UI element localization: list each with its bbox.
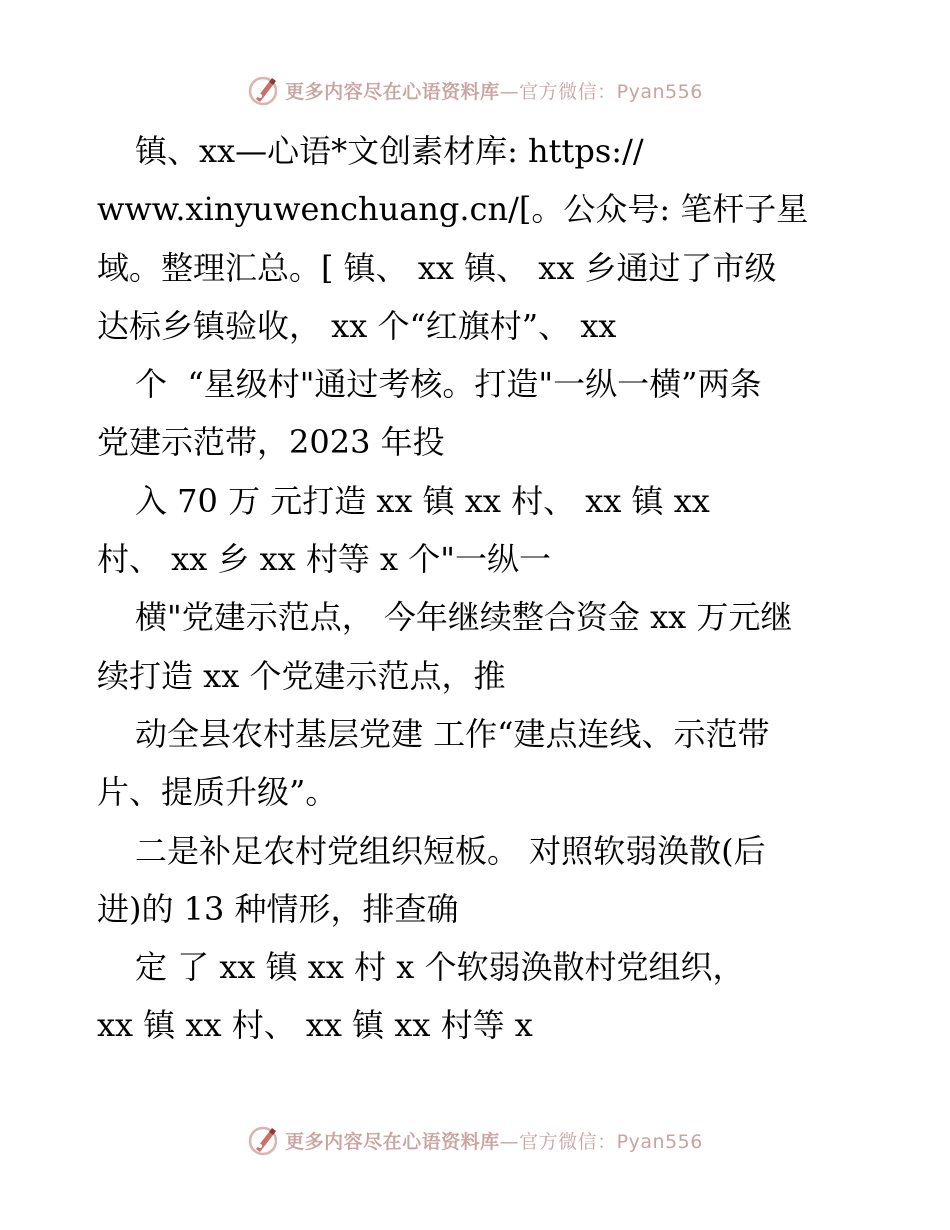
- header-watermark-banner: [0, 70, 950, 110]
- text-line: 横"党建示范点， 今年继续整合资金 xx 万元继: [135, 598, 793, 637]
- text-line: 二是补足农村党组织短板。 对照软弱涣散(后: [135, 831, 766, 870]
- text-line: 个 “星级村"通过考核。打造"一纵一横”两条: [135, 365, 762, 404]
- text-line: 定 了 xx 镇 xx 村 x 个软弱涣散村党组织，: [135, 948, 745, 987]
- text-line: 动全县农村基层党建 工作“建点连线、示范带: [135, 714, 770, 753]
- text-line: 党建示范带，2023 年投: [97, 423, 445, 462]
- text-line: 镇、xx—心语*文创素材库: https://: [135, 132, 644, 170]
- banner-title: 更多内容尽在心语资料库: [285, 80, 500, 103]
- text-line: www.xinyuwenchuang.cn/[。公众号: 笔杆子星: [97, 190, 809, 229]
- banner-separator: —: [499, 80, 520, 103]
- text-line: 村、 xx 乡 xx 村等 x 个"一纵一: [97, 540, 551, 579]
- text-line: 进)的 13 种情形，排查确: [97, 889, 459, 928]
- banner-wechat: 官方微信：Pyan556: [519, 1130, 703, 1153]
- banner-title: 更多内容尽在心语资料库: [285, 1130, 500, 1153]
- banner-separator: —: [499, 1130, 520, 1153]
- text-line: xx 镇 xx 村、 xx 镇 xx 村等 x: [97, 1006, 533, 1045]
- text-line: 域。整理汇总。[ 镇、 xx 镇、 xx 乡通过了市级: [97, 248, 777, 287]
- text-line: 入 70 万 元打造 xx 镇 xx 村、 xx 镇 xx: [135, 481, 710, 520]
- text-line: 续打造 xx 个党建示范点，推: [97, 656, 506, 695]
- pen-logo-icon: [247, 73, 281, 107]
- footer-watermark-banner: [0, 1120, 950, 1160]
- banner-wechat: 官方微信：Pyan556: [519, 80, 703, 103]
- text-line: 达标乡镇验收， xx 个“红旗村”、 xx: [97, 306, 617, 345]
- pen-logo-icon: [247, 1123, 281, 1157]
- text-line: 片、提质升级”。: [97, 773, 338, 812]
- document-body: [97, 122, 877, 1055]
